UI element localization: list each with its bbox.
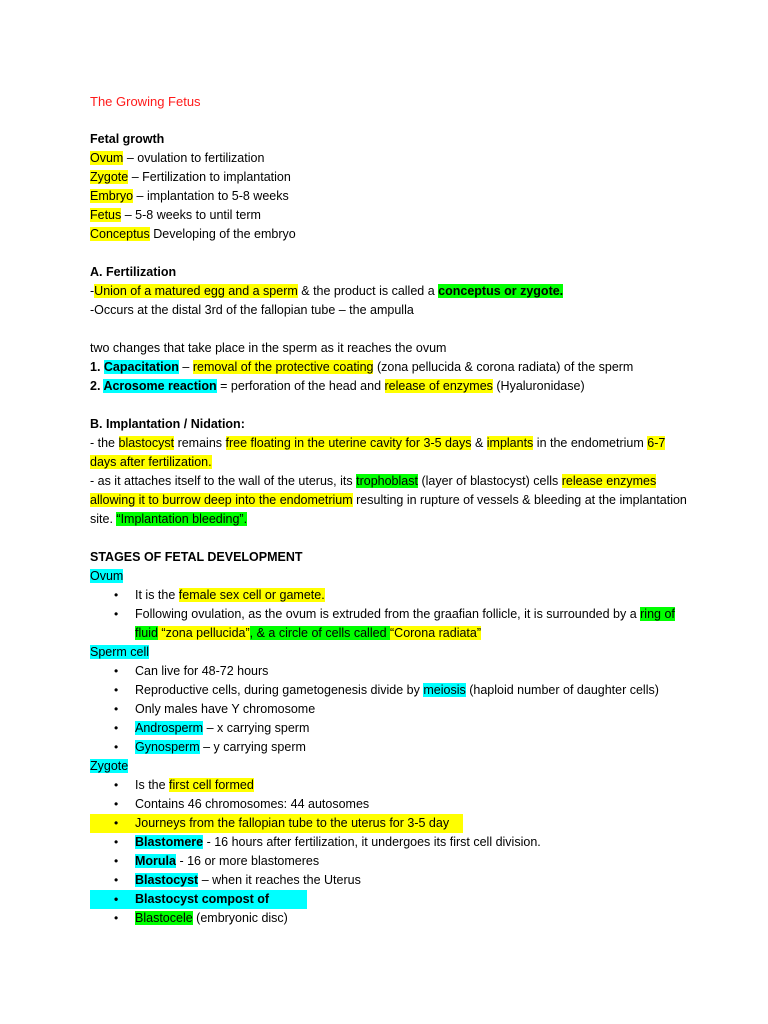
- list-item: [90, 833, 690, 852]
- highlight-blastomere: Blastomere: [135, 835, 204, 849]
- text: Following ovulation, as the ovum is extruded from the graafian follicle, it is surrounded by a: [135, 607, 641, 621]
- highlight-corona-radiata: “Corona radiata”: [390, 626, 482, 640]
- number: 1.: [90, 360, 104, 374]
- list-item: [90, 909, 690, 928]
- list-item: [90, 662, 690, 681]
- text: resulting in rupture of vessels & bleeding at the implantation site.: [90, 493, 687, 526]
- fetal-growth-item: [90, 149, 690, 168]
- text: Is the: [135, 778, 170, 792]
- highlight-conceptus: conceptus or zygote.: [438, 284, 564, 298]
- list-item: [90, 852, 690, 871]
- implantation-paragraph-2: [90, 472, 690, 529]
- bullet-icon: •: [114, 816, 119, 830]
- text: Reproductive cells, during gametogenesis divide by: [135, 683, 424, 697]
- term-zygote: Zygote: [90, 170, 129, 184]
- fetal-growth-item: [90, 225, 690, 244]
- text: (zona pellucida & corona radiata) of the sperm: [373, 360, 634, 374]
- highlight-release-enzymes: release enzymes allowing it to burrow deep into the endometrium: [90, 474, 657, 507]
- list-item: [90, 890, 307, 909]
- text: (Hyaluronidase): [492, 379, 585, 393]
- list-item: [90, 719, 690, 738]
- ovum-list: [90, 586, 690, 643]
- highlight-days: 6-7 days after fertilization.: [90, 436, 666, 469]
- highlight-zona-pellucida: “zona pellucida”: [157, 626, 250, 640]
- list-item: [90, 605, 690, 643]
- highlight-first-cell: first cell formed: [169, 778, 254, 792]
- text: in the endometrium: [533, 436, 648, 450]
- text: Only males have Y chromosome: [135, 702, 316, 716]
- bullet-icon: •: [114, 778, 119, 792]
- zygote-list: [90, 776, 690, 928]
- text: - 16 or more blastomeres: [175, 854, 320, 868]
- spacer: [90, 244, 690, 263]
- bullet-icon: •: [114, 683, 119, 697]
- list-item: [90, 700, 690, 719]
- highlight-blastocyst: Blastocyst: [135, 873, 199, 887]
- term-fetus: Fetus: [90, 208, 122, 222]
- implantation-heading: B. Implantation / Nidation:: [90, 417, 245, 431]
- highlight-union: Union of a matured egg and a sperm: [94, 284, 298, 298]
- changes-intro: two changes that take place in the sperm as it reaches the ovum: [90, 341, 447, 355]
- bullet-icon: •: [114, 835, 119, 849]
- term-desc: Developing of the embryo: [149, 227, 296, 241]
- text: &: [471, 436, 487, 450]
- highlight-journeys: Journeys from the fallopian tube to the uterus for 3-5 day: [135, 816, 450, 830]
- highlight-morula: Morula: [135, 854, 176, 868]
- term-conceptus: Conceptus: [90, 227, 150, 241]
- highlight-circle-of-cells: , & a circle of cells called: [249, 626, 390, 640]
- text: It is the: [135, 588, 179, 602]
- text: – y carrying sperm: [199, 740, 306, 754]
- spacer: [90, 111, 690, 130]
- stage-zygote-label: [90, 757, 690, 776]
- highlight-implants: implants: [486, 436, 534, 450]
- label-sperm-cell: Sperm cell: [90, 645, 150, 659]
- highlight-implantation-bleeding: “Implantation bleeding”.: [116, 512, 248, 526]
- highlight-ring-of-fluid: ring of fluid: [135, 607, 675, 640]
- bullet-icon: •: [114, 797, 119, 811]
- text: - 16 hours after fertilization, it undergoes its first cell division.: [203, 835, 541, 849]
- highlight-meiosis: meiosis: [423, 683, 466, 697]
- highlight-free-floating: free floating in the uterine cavity for 3-5 days: [225, 436, 472, 450]
- fetal-growth-heading: Fetal growth: [90, 132, 165, 146]
- change-acrosome: [90, 377, 690, 396]
- stage-ovum-label: [90, 567, 690, 586]
- term-desc: – 5-8 weeks to until term: [121, 208, 261, 222]
- implantation-paragraph-1: [90, 434, 690, 472]
- fetal-growth-item: [90, 206, 690, 225]
- stage-sperm-label: [90, 643, 690, 662]
- list-item: [90, 776, 690, 795]
- text: Contains 46 chromosomes: 44 autosomes: [135, 797, 370, 811]
- fetal-growth-item: [90, 168, 690, 187]
- number: 2.: [90, 379, 104, 393]
- change-capacitation: [90, 358, 690, 377]
- list-item: [90, 586, 690, 605]
- dash: -: [90, 284, 95, 298]
- text: Can live for 48-72 hours: [135, 664, 269, 678]
- bullet-icon: •: [114, 892, 119, 906]
- highlight-androsperm: Androsperm: [135, 721, 204, 735]
- document-page: [90, 92, 690, 928]
- bullet-icon: •: [114, 873, 119, 887]
- text: remains: [174, 436, 226, 450]
- highlight-trophoblast: trophoblast: [356, 474, 418, 488]
- bullet-icon: •: [114, 721, 119, 735]
- term-desc: – ovulation to fertilization: [123, 151, 265, 165]
- term-capacitation: Capacitation: [103, 360, 179, 374]
- highlight-blastocele: Blastocele: [135, 911, 193, 925]
- term-desc: – Fertilization to implantation: [128, 170, 291, 184]
- bullet-icon: •: [114, 607, 119, 621]
- spacer: [90, 396, 690, 415]
- fetal-growth-item: [90, 187, 690, 206]
- text: = perforation of the head and: [216, 379, 385, 393]
- fertilization-line-1: [90, 282, 690, 301]
- text: - as it attaches itself to the wall of the uterus, its: [90, 474, 357, 488]
- stages-heading: STAGES OF FETAL DEVELOPMENT: [90, 550, 303, 564]
- text: – when it reaches the Uterus: [198, 873, 361, 887]
- text: (embryonic disc): [192, 911, 288, 925]
- text: –: [178, 360, 193, 374]
- list-item: [90, 814, 463, 833]
- highlight-blastocyst: blastocyst: [118, 436, 175, 450]
- text: & the product is called a: [297, 284, 439, 298]
- label-zygote: Zygote: [90, 759, 129, 773]
- term-embryo: Embryo: [90, 189, 134, 203]
- bullet-icon: •: [114, 854, 119, 868]
- list-item: [90, 871, 690, 890]
- spacer: [90, 529, 690, 548]
- bullet-icon: •: [114, 740, 119, 754]
- list-item: [90, 795, 690, 814]
- bullet-icon: •: [114, 588, 119, 602]
- bullet-icon: •: [114, 702, 119, 716]
- text: – x carrying sperm: [203, 721, 310, 735]
- highlight-removal: removal of the protective coating: [192, 360, 374, 374]
- bullet-icon: •: [114, 911, 119, 925]
- fertilization-line-2: -Occurs at the distal 3rd of the fallopian tube – the ampulla: [90, 303, 414, 317]
- highlight-enzymes: release of enzymes: [384, 379, 493, 393]
- text: - the: [90, 436, 119, 450]
- spacer: [90, 320, 690, 339]
- highlight-blastocyst-compost: Blastocyst compost of: [135, 892, 270, 906]
- label-ovum: Ovum: [90, 569, 124, 583]
- highlight-female-sex-cell: female sex cell or gamete.: [178, 588, 325, 602]
- term-desc: – implantation to 5-8 weeks: [133, 189, 289, 203]
- text: (haploid number of daughter cells): [465, 683, 659, 697]
- fertilization-heading: A. Fertilization: [90, 265, 177, 279]
- bullet-icon: •: [114, 664, 119, 678]
- page-title: The Growing Fetus: [90, 94, 201, 109]
- highlight-gynosperm: Gynosperm: [135, 740, 200, 754]
- sperm-list: [90, 662, 690, 757]
- list-item: [90, 738, 690, 757]
- list-item: [90, 681, 690, 700]
- term-ovum: Ovum: [90, 151, 124, 165]
- term-acrosome: Acrosome reaction: [103, 379, 217, 393]
- text: (layer of blastocyst) cells: [417, 474, 562, 488]
